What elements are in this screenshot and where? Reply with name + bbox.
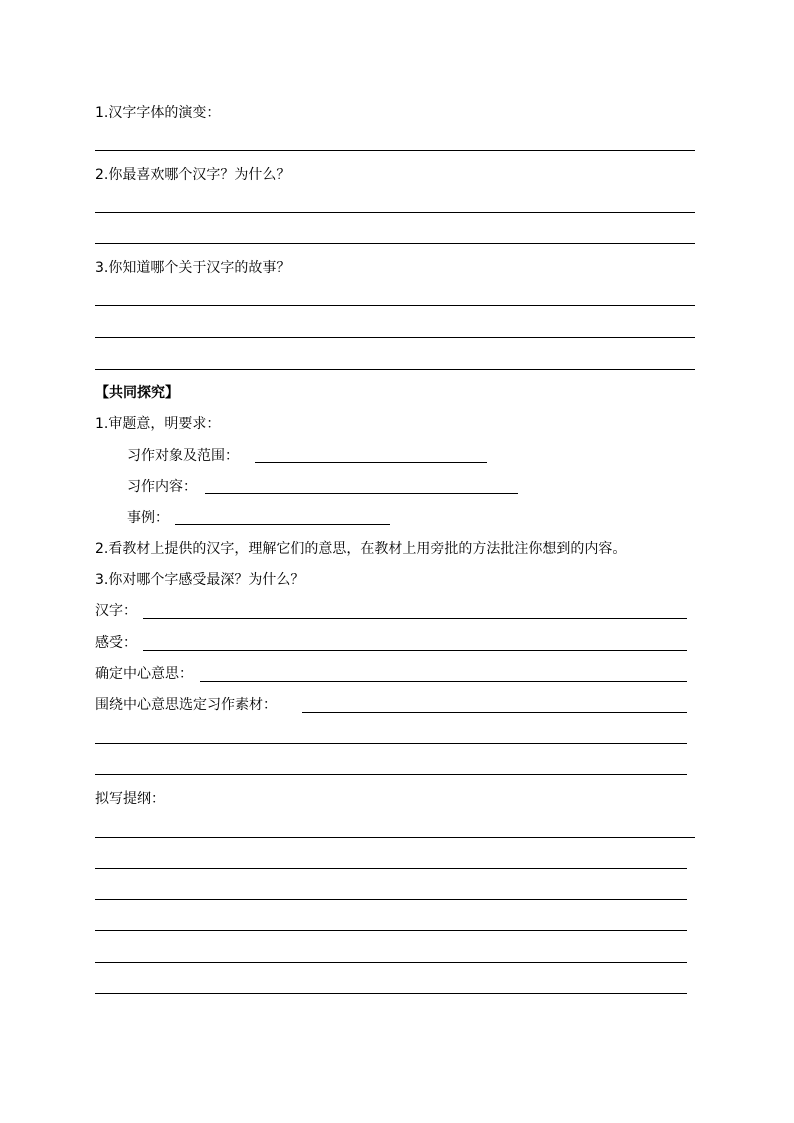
answer-line-q1-1[interactable] (95, 150, 695, 151)
material-line-3[interactable] (95, 774, 687, 775)
outline-line-3[interactable] (95, 899, 687, 900)
step-2: 2.看教材上提供的汉字，理解它们的意思，在教材上用旁批的方法批注你想到的内容。 (95, 541, 627, 557)
scope-label: 习作对象及范围： (127, 448, 239, 464)
char-blank[interactable] (143, 618, 687, 619)
material-blank[interactable] (302, 712, 687, 713)
example-blank[interactable] (175, 524, 390, 525)
outline-line-5[interactable] (95, 962, 687, 963)
section-heading: 【共同探究】 (95, 385, 179, 401)
outline-line-1[interactable] (95, 837, 695, 838)
step-3: 3.你对哪个字感受最深？为什么？ (95, 572, 305, 588)
question-3: 3.你知道哪个关于汉字的故事？ (95, 260, 291, 276)
material-line-2[interactable] (95, 743, 687, 744)
feeling-blank[interactable] (143, 650, 687, 651)
theme-blank[interactable] (200, 681, 687, 682)
question-1: 1.汉字字体的演变： (95, 105, 221, 121)
content-label: 习作内容： (127, 479, 197, 495)
answer-line-q2-2[interactable] (95, 243, 695, 244)
theme-label: 确定中心意思： (95, 666, 193, 682)
question-2: 2.你最喜欢哪个汉字？为什么？ (95, 167, 291, 183)
step-1: 1.审题意，明要求： (95, 416, 221, 432)
answer-line-q3-3[interactable] (95, 369, 695, 370)
material-label: 围绕中心意思选定习作素材： (95, 697, 277, 713)
feeling-label: 感受： (95, 635, 137, 651)
answer-line-q3-1[interactable] (95, 305, 695, 306)
answer-line-q3-2[interactable] (95, 337, 695, 338)
char-label: 汉字： (95, 603, 137, 619)
content-blank[interactable] (205, 493, 518, 494)
example-label: 事例： (127, 510, 169, 526)
scope-blank[interactable] (255, 462, 487, 463)
outline-line-6[interactable] (95, 993, 687, 994)
answer-line-q2-1[interactable] (95, 212, 695, 213)
outline-label: 拟写提纲： (95, 791, 165, 807)
outline-line-4[interactable] (95, 930, 687, 931)
outline-line-2[interactable] (95, 868, 687, 869)
